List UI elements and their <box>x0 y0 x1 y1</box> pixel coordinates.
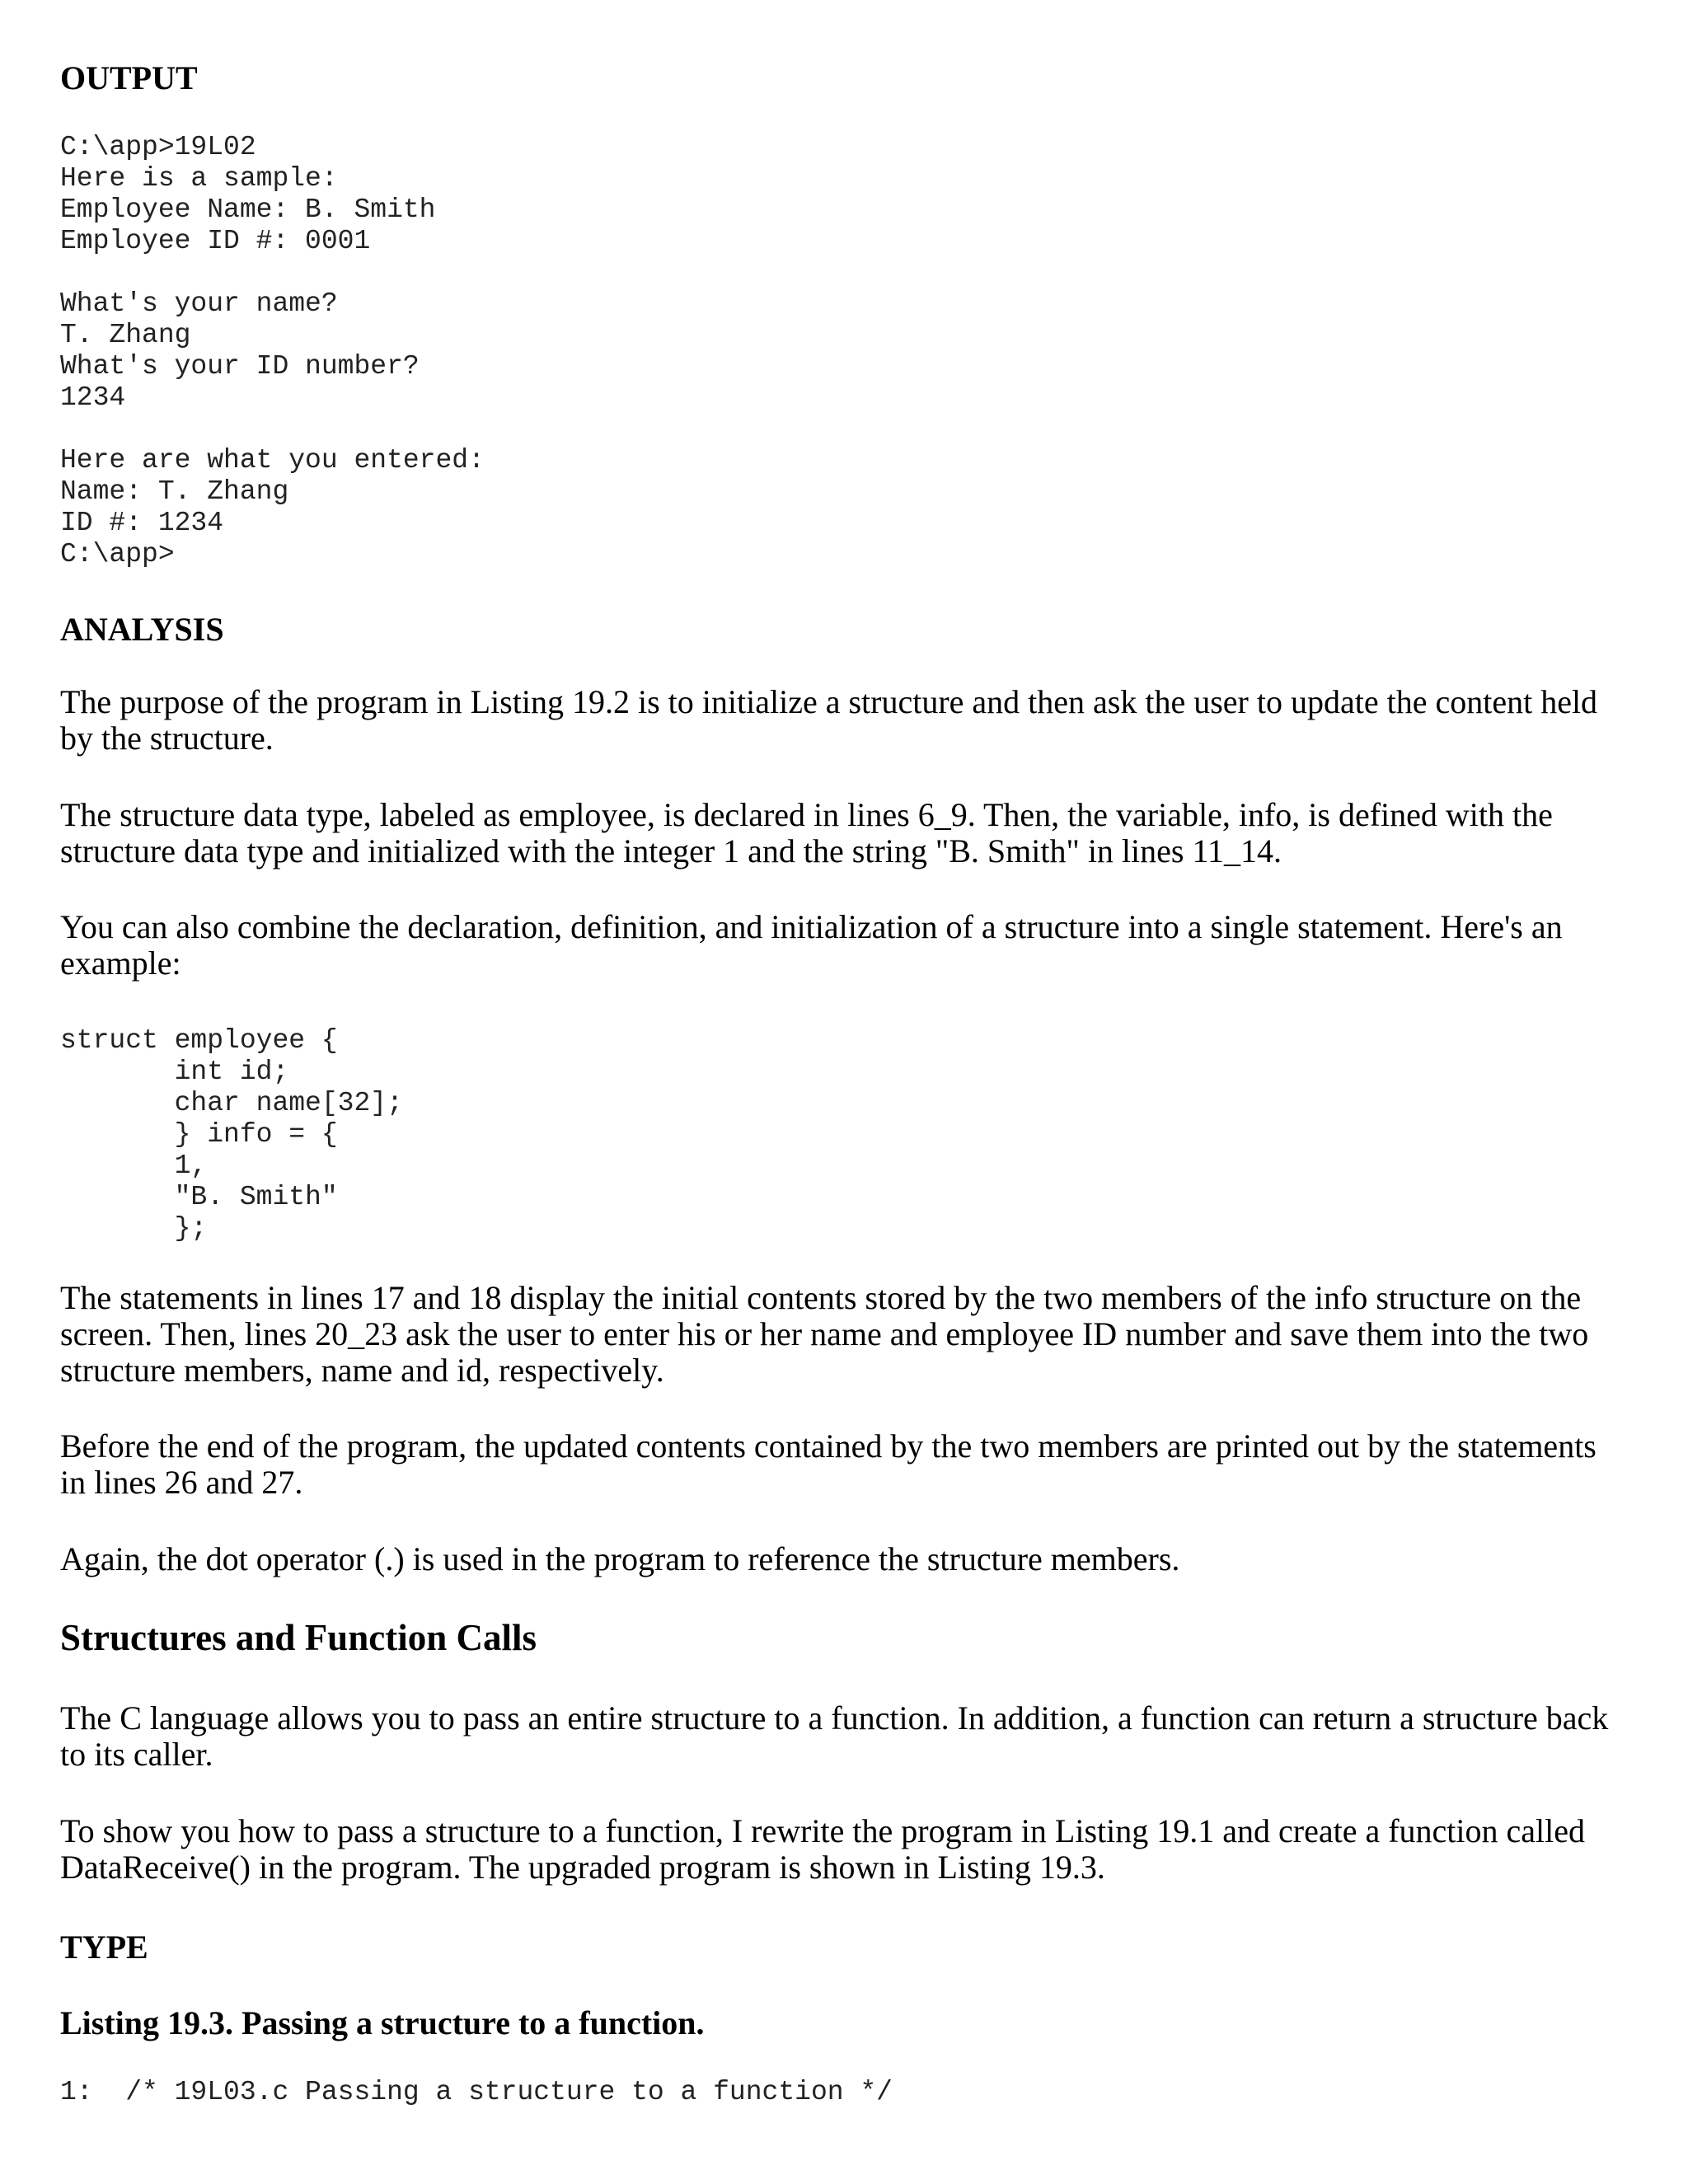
struct-example-code <box>60 1025 403 1244</box>
output-line: 1234 <box>60 382 126 413</box>
listing-caption: Listing 19.3. Passing a structure to a function. <box>60 2004 705 2041</box>
analysis-paragraph-2: The structure data type, labeled as employee, is declared in lines 6_9. Then, the variable, info, is defined with the structure data type and initialized with the integer 1 and the string "B. Smith" in lines 11_14. <box>60 796 1553 869</box>
output-line: Here is a sample: <box>60 163 338 194</box>
code-line: "B. Smith" <box>60 1182 338 1212</box>
code-line: 1: /* 19L03.c Passing a structure to a function */ <box>60 2077 893 2107</box>
analysis-heading: ANALYSIS <box>60 611 224 648</box>
output-line: C:\app> <box>60 539 175 569</box>
analysis-paragraph-6: Again, the dot operator (.) is used in the program to reference the structure members. <box>60 1540 1180 1577</box>
output-line: Employee ID #: 0001 <box>60 226 371 256</box>
code-line: } info = { <box>60 1119 338 1150</box>
section-paragraph-2: To show you how to pass a structure to a function, I rewrite the program in Listing 19.1 and create a function called DataReceive() in the program. The upgraded program is shown in Listing 19.3. <box>60 1812 1585 1886</box>
code-line: }; <box>60 1213 208 1244</box>
code-line: 1, <box>60 1151 208 1181</box>
output-line: What's your name? <box>60 288 338 319</box>
analysis-paragraph-3: You can also combine the declaration, definition, and initialization of a structure into a single statement. Here's an example: <box>60 908 1563 982</box>
output-heading: OUTPUT <box>60 59 198 96</box>
analysis-paragraph-4: The statements in lines 17 and 18 display the initial contents stored by the two members of the info structure on the screen. Then, lines 20_23 ask the user to enter his or her name and employee ID number and save them into the two structure members, name and id, respectively. <box>60 1279 1589 1389</box>
output-line: T. Zhang <box>60 320 191 350</box>
section-heading: Structures and Function Calls <box>60 1617 537 1658</box>
code-line: char name[32]; <box>60 1088 403 1118</box>
type-heading: TYPE <box>60 1929 148 1966</box>
output-line: Name: T. Zhang <box>60 476 289 507</box>
analysis-paragraph-1: The purpose of the program in Listing 19.2 is to initialize a structure and then ask the user to update the content held by the structure. <box>60 683 1598 757</box>
output-line: ID #: 1234 <box>60 508 224 538</box>
code-line: struct employee { <box>60 1025 338 1056</box>
listing-code <box>60 2077 893 2108</box>
output-line: What's your ID number? <box>60 351 420 382</box>
section-paragraph-1: The C language allows you to pass an entire structure to a function. In addition, a function can return a structure back to its caller. <box>60 1699 1609 1773</box>
output-line: Here are what you entered: <box>60 445 485 476</box>
code-line: int id; <box>60 1057 289 1087</box>
program-output <box>60 132 485 570</box>
output-line <box>60 414 485 445</box>
analysis-paragraph-5: Before the end of the program, the updated contents contained by the two members are printed out by the statements in lines 26 and 27. <box>60 1427 1597 1501</box>
output-line <box>60 257 485 288</box>
output-line: C:\app>19L02 <box>60 132 256 162</box>
output-line: Employee Name: B. Smith <box>60 194 436 225</box>
